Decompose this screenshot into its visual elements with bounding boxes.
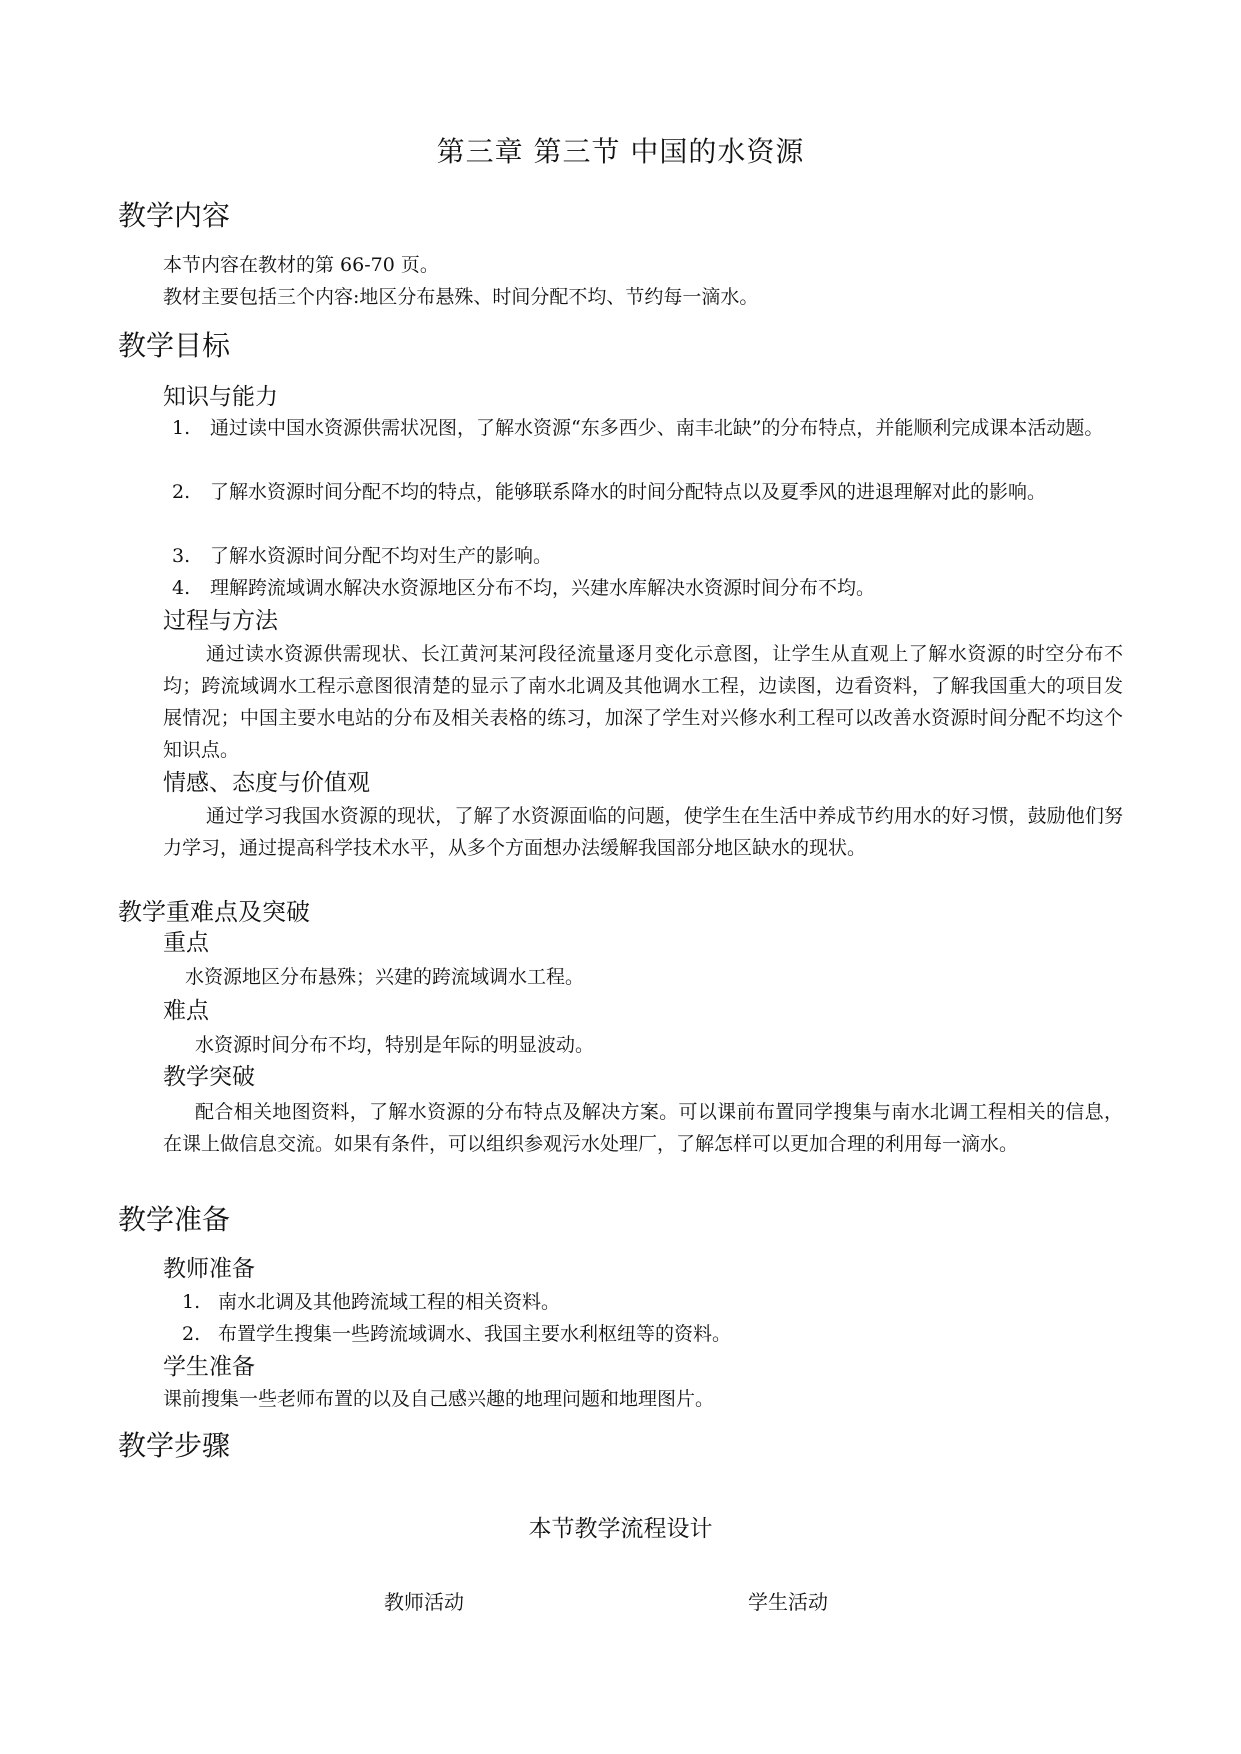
teacher-prep-item-1	[182, 1286, 1132, 1318]
knowledge-item-2	[172, 476, 1122, 508]
subheading-emotion: 情感、态度与价值观	[163, 770, 370, 796]
section-heading-content: 教学内容	[118, 199, 231, 232]
item-number: 3.	[172, 545, 191, 567]
item-text: 通过读中国水资源供需状况图，了解水资源“东多西少、南丰北缺”的分布特点，并能顺利完成课本活动题。	[210, 417, 1104, 439]
student-prep-text: 课前搜集一些老师布置的以及自己感兴趣的地理问题和地理图片。	[163, 1388, 715, 1410]
emotion-paragraph: 通过学习我国水资源的现状，了解了水资源面临的问题，使学生在生活中养成节约用水的好习惯，鼓励他们努力学习，通过提高科学技术水平，从多个方面想办法缓解我国部分地区缺水的现状。	[163, 805, 1123, 859]
knowledge-item-1	[172, 412, 1122, 444]
subheading-key: 重点	[163, 930, 209, 956]
subheading-process: 过程与方法	[163, 608, 278, 634]
key-text: 水资源地区分布悬殊；兴建的跨流域调水工程。	[185, 966, 585, 988]
item-text: 了解水资源时间分配不均对生产的影响。	[210, 545, 553, 567]
subheading-student-prep: 学生准备	[163, 1354, 255, 1380]
document-title: 第三章 第三节 中国的水资源	[436, 135, 805, 168]
item-text: 理解跨流域调水解决水资源地区分布不均，兴建水库解决水资源时间分布不均。	[210, 577, 876, 599]
section-heading-difficulty: 教学重难点及突破	[118, 898, 310, 926]
subheading-breakthrough: 教学突破	[163, 1064, 255, 1090]
column-header-teacher: 教师活动	[384, 1590, 464, 1614]
item-number: 4.	[172, 577, 191, 599]
item-text: 南水北调及其他跨流域工程的相关资料。	[218, 1291, 561, 1313]
subheading-teacher-prep: 教师准备	[163, 1256, 255, 1282]
content-line-2: 教材主要包括三个内容:地区分布悬殊、时间分配不均、节约每一滴水。	[163, 286, 759, 308]
item-number: 2.	[182, 1323, 201, 1345]
content-line-1: 本节内容在教材的第 66-70 页。	[163, 254, 439, 276]
knowledge-item-4	[172, 572, 1122, 604]
process-paragraph: 通过读水资源供需现状、长江黄河某河段径流量逐月变化示意图，让学生从直观上了解水资源的时空分布不均；跨流域调水工程示意图很清楚的显示了南水北调及其他调水工程，边读图，边看资料，了解我国重大的项目发展情况；中国主要水电站的分布及相关表格的练习，加深了学生对兴修水利工程可以改善水资源时间分配不均这个知识点。	[163, 643, 1123, 761]
flow-design-title: 本节教学流程设计	[528, 1516, 713, 1542]
item-text: 布置学生搜集一些跨流域调水、我国主要水利枢纽等的资料。	[218, 1323, 732, 1345]
hard-text: 水资源时间分布不均，特别是年际的明显波动。	[195, 1034, 595, 1056]
item-number: 1.	[182, 1291, 201, 1313]
knowledge-item-3	[172, 540, 1122, 572]
section-heading-goals: 教学目标	[118, 329, 231, 362]
teacher-prep-item-2	[182, 1318, 1132, 1350]
subheading-knowledge: 知识与能力	[163, 384, 278, 410]
subheading-hard: 难点	[163, 998, 209, 1024]
breakthrough-paragraph: 配合相关地图资料，了解水资源的分布特点及解决方案。可以课前布置同学搜集与南水北调工程相关的信息，在课上做信息交流。如果有条件，可以组织参观污水处理厂，了解怎样可以更加合理的利用每一滴水。	[163, 1101, 1123, 1155]
column-header-student: 学生活动	[748, 1590, 828, 1614]
item-text: 了解水资源时间分配不均的特点，能够联系降水的时间分配特点以及夏季风的进退理解对此的影响。	[210, 481, 1047, 503]
item-number: 1.	[172, 417, 191, 439]
item-number: 2.	[172, 481, 191, 503]
section-heading-steps: 教学步骤	[118, 1429, 231, 1462]
section-heading-prep: 教学准备	[118, 1203, 231, 1236]
